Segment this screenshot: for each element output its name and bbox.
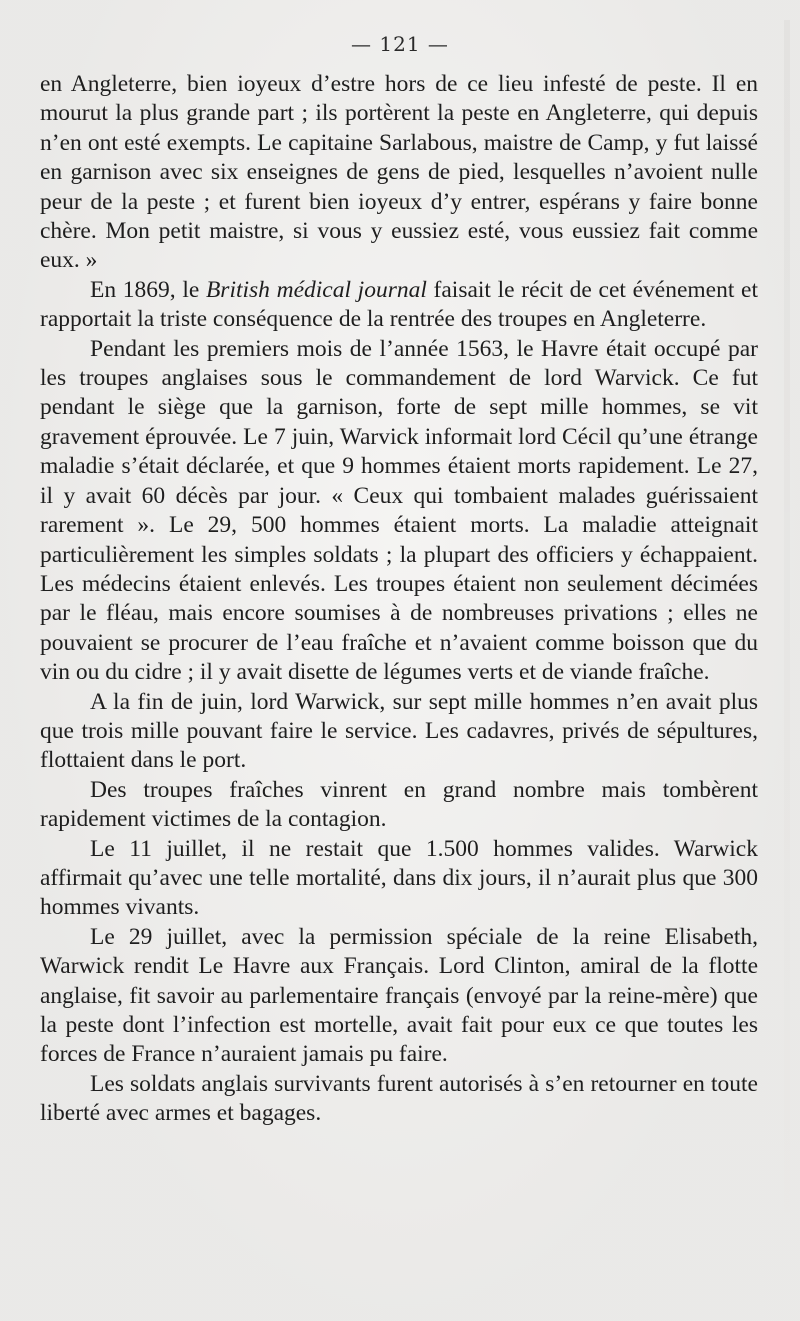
paragraph-3: Pendant les premiers mois de l’année 1563, le Havre était occupé par les troupes anglaises sous le commandement de lord Warvick. Ce fut pendant le siège que la garnison, forte de sept mille hommes, se vit gravement éprouvée. Le 7 juin, Warvick informait lord Cécil qu’une étrange maladie s’était déclarée, et que 9 hommes étaient morts rapidement. Le 27, il y avait 60 décès par jour. « Ceux qui tombaient malades guérissaient rarement ». Le 29, 500 hommes étaient morts. La maladie atteignait particulièrement les simples soldats ; la plupart des officiers y échappaient. Les médecins étaient enlevés. Les troupes étaient non seulement décimées par le fléau, mais encore soumises à de nombreuses privations ; elles ne pouvaient se procurer de l’eau fraîche et n’avaient comme boisson que du vin ou du cidre ; il y avait disette de légumes verts et de viande fraîche. [40, 335, 758, 686]
body-text [40, 70, 758, 1129]
paragraph-2-before: En 1869, le [90, 276, 206, 303]
paragraph-4: A la fin de juin, lord Warwick, sur sept mille hommes n’en avait plus que trois mille pouvant faire le service. Les cadavres, privés de sépultures, flottaient dans le port. [40, 688, 758, 774]
paragraph-6: Le 11 juillet, il ne restait que 1.500 hommes valides. Warwick affirmait qu’avec une telle mortalité, dans dix jours, il n’aurait plus que 300 hommes vivants. [40, 835, 758, 921]
paragraph-8: Les soldats anglais survivants furent autorisés à s’en retourner en toute liberté avec armes et bagages. [40, 1070, 758, 1127]
paragraph-1: en Angleterre, bien ioyeux d’estre hors de ce lieu infesté de peste. Il en mourut la plus grande part ; ils portèrent la peste en Angleterre, qui depuis n’en ont esté exempts. Le capitaine Sarlabous, maistre de Camp, y fut laissé en garnison avec six enseignes de gens de pied, lesquelles n’avoient nulle peur de la peste ; et furent bien ioyeux d’y entrer, espérans y faire bonne chère. Mon petit maistre, si vous y eussiez esté, vous eussiez fait comme eux. » [40, 71, 758, 274]
paragraph-7: Le 29 juillet, avec la permission spéciale de la reine Elisabeth, Warwick rendit Le Havre aux Français. Lord Clinton, amiral de la flotte anglaise, fit savoir au parlementaire français (envoyé par la reine-mère) que la peste dont l’infection est mortelle, avait fait pour eux ce que toutes les forces de France n’auraient jamais pu faire. [40, 923, 758, 1068]
journal-title: British médical journal [205, 276, 427, 303]
paragraph-5: Des troupes fraîches vinrent en grand nombre mais tombèrent rapidement victimes de la contagion. [40, 776, 758, 833]
page-edge-shadow [784, 20, 790, 1300]
paragraph-2 [40, 276, 758, 335]
page-number: — 121 — [351, 32, 449, 56]
paragraph-2-after: faisait le récit de cet événement et rapportait la triste conséquence de la rentrée des troupes en Angleterre. [40, 276, 758, 333]
